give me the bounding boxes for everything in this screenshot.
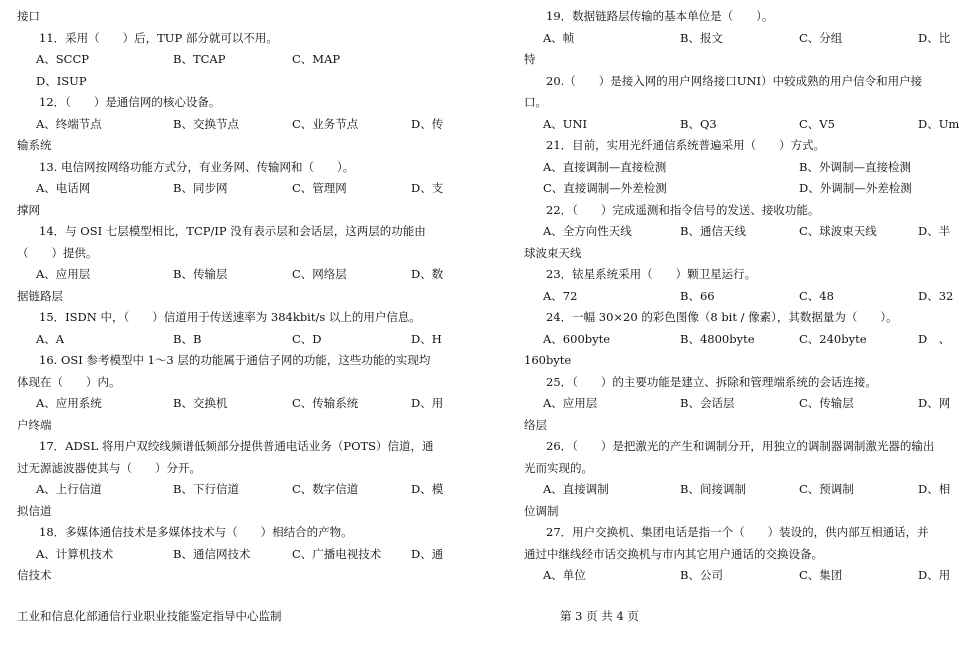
option-row — [17, 329, 442, 351]
option-row — [524, 479, 951, 501]
answer-option: C、48 — [799, 288, 834, 303]
question-text-line: 撑网 — [17, 202, 40, 217]
answer-option: B、B — [173, 331, 202, 346]
question-text-line: 户终端 — [17, 417, 52, 432]
option-row — [17, 114, 444, 136]
question-text-line: 接口 — [17, 9, 40, 23]
answer-option: D、半 — [918, 224, 951, 238]
answer-option: B、同步网 — [173, 181, 228, 195]
answer-option: D、外调制—外差检测 — [799, 181, 912, 195]
answer-option: C、D — [292, 331, 322, 346]
answer-option: C、球波束天线 — [799, 224, 877, 238]
answer-option: C、业务节点 — [292, 116, 359, 131]
answer-option: C、广播电视技术 — [292, 546, 382, 561]
question-stem: 24．一幅 30×20 的彩色图像（8 bit / 像素），其数据量为（ ）。 — [546, 310, 898, 324]
answer-option: C、V5 — [799, 116, 835, 131]
answer-option: B、交换节点 — [173, 116, 239, 131]
question-stem: 25．（ ）的主要功能是建立、拆除和管理端系统的会话连接。 — [546, 374, 877, 389]
answer-option: B、Q3 — [680, 116, 717, 131]
answer-option: D、H — [411, 331, 442, 346]
answer-option: C、直接调制—外差检测 — [543, 181, 667, 195]
answer-option: A、应用层 — [36, 267, 91, 281]
option-row — [524, 114, 959, 136]
question-stem: 26．（ ）是把激光的产生和调制分开，用独立的调制器调制激光器的输出 — [546, 439, 935, 453]
question-stem: 20.（ ）是接入网的用户网络接口UNI）中较成熟的用户信令和用户接 — [546, 73, 923, 88]
question-stem: 19．数据链路层传输的基本单位是（ ）。 — [546, 9, 774, 23]
answer-option: D、支 — [411, 181, 444, 195]
question-text-line: 位调制 — [524, 503, 559, 518]
answer-option: A、全方向性天线 — [543, 224, 632, 238]
footer-issuer: 工业和信息化部通信行业职业技能鉴定指导中心监制 — [17, 609, 282, 623]
answer-option: B、会话层 — [680, 396, 735, 410]
option-row — [524, 178, 936, 200]
option-row — [524, 329, 951, 351]
answer-option: C、传输系统 — [292, 396, 359, 410]
answer-option: D、比 — [918, 30, 951, 45]
answer-option: B、公司 — [680, 568, 723, 582]
answer-option: D、通 — [411, 546, 444, 561]
answer-option: A、72 — [543, 288, 578, 303]
question-stem: 15．ISDN 中，（ ）信道用于传送速率为 384kbit/s 以上的用户信息。 — [39, 310, 421, 324]
answer-option: C、网络层 — [292, 267, 347, 281]
question-stem: 14．与 OSI 七层模型相比，TCP/IP 没有表示层和会话层，这两层的功能由 — [39, 224, 426, 238]
answer-option: A、600byte — [543, 331, 611, 346]
answer-option: D、用 — [918, 568, 951, 582]
answer-option: C、集团 — [799, 568, 843, 582]
question-text-line: D、ISUP — [36, 73, 87, 88]
right-column — [524, 6, 959, 587]
option-row — [524, 393, 951, 415]
page-number: 第 3 页 共 4 页 — [560, 609, 639, 623]
answer-option: A、SCCP — [36, 52, 90, 66]
question-stem: 16. OSI 参考模型中 1～3 层的功能属于通信子网的功能，这些功能的实现均 — [39, 353, 431, 367]
question-stem: 11．采用（ ）后，TUP 部分就可以不用。 — [39, 30, 278, 45]
option-row — [17, 393, 444, 415]
answer-option: B、通信天线 — [680, 224, 746, 238]
answer-option: B、传输层 — [173, 267, 228, 281]
left-column — [17, 6, 444, 587]
answer-option: B、间接调制 — [680, 482, 746, 496]
answer-option: A、UNI — [543, 116, 588, 131]
question-text-line: 输系统 — [17, 138, 52, 152]
answer-option: D、传 — [411, 116, 444, 131]
answer-option: C、管理网 — [292, 181, 347, 195]
question-text-line: 球波束天线 — [524, 245, 582, 260]
answer-option: A、A — [36, 331, 65, 346]
question-text-line: 络层 — [524, 417, 547, 432]
answer-option: D 、 — [918, 331, 951, 346]
question-text-line: 160byte — [524, 353, 572, 367]
option-row — [17, 479, 444, 501]
answer-option: B、TCAP — [173, 52, 226, 66]
answer-option: A、电话网 — [36, 181, 91, 195]
question-stem: 18．多媒体通信技术是多媒体技术与（ ）相结合的产物。 — [39, 525, 353, 539]
answer-option: B、66 — [680, 288, 715, 303]
answer-option: A、直接调制—直接检测 — [543, 159, 667, 174]
question-text-line: 据链路层 — [17, 288, 63, 303]
answer-option: A、应用层 — [543, 396, 598, 410]
answer-option: B、通信网技术 — [173, 546, 251, 561]
answer-option: C、分组 — [799, 30, 843, 45]
answer-option: D、32 — [918, 288, 954, 303]
answer-option: D、用 — [411, 396, 444, 410]
option-row — [17, 178, 444, 200]
answer-option: D、Um — [918, 116, 959, 131]
answer-option: A、单位 — [543, 568, 586, 582]
answer-option: A、应用系统 — [36, 396, 102, 410]
question-text-line: 过无源滤波器使其与（ ）分开。 — [17, 460, 201, 475]
answer-option: B、交换机 — [173, 396, 228, 410]
option-row — [524, 157, 936, 179]
answer-option: C、传输层 — [799, 396, 854, 410]
question-stem: 21．目前，实用光纤通信系统普遍采用（ ）方式。 — [546, 138, 826, 152]
option-row — [17, 264, 444, 286]
answer-option: B、外调制—直接检测 — [799, 159, 911, 174]
question-text-line: 口。 — [524, 95, 547, 109]
option-row — [524, 286, 954, 308]
question-text-line: 特 — [524, 52, 536, 66]
answer-option: D、网 — [918, 396, 951, 410]
question-stem: 17．ADSL 将用户双绞线频谱低频部分提供普通电话业务（POTS）信道，通 — [39, 439, 434, 453]
answer-option: A、计算机技术 — [36, 546, 114, 561]
question-stem: 13. 电信网按网络功能方式分，有业务网、传输网和（ ）。 — [39, 159, 355, 174]
answer-option: B、报文 — [680, 30, 723, 45]
question-stem: 12．（ ）是通信网的核心设备。 — [39, 95, 221, 109]
answer-option: C、MAP — [292, 52, 341, 66]
answer-option: A、终端节点 — [36, 116, 102, 131]
answer-option: A、上行信道 — [36, 482, 102, 496]
question-text-line: 光而实现的。 — [524, 460, 593, 475]
answer-option: C、240byte — [799, 331, 867, 346]
option-row — [17, 49, 429, 71]
option-row — [524, 28, 951, 50]
question-stem: 23．铱星系统采用（ ）颗卫星运行。 — [546, 267, 757, 281]
question-text-line: 信技术 — [17, 568, 52, 582]
answer-option: D、模 — [411, 482, 444, 496]
answer-option: A、直接调制 — [543, 482, 609, 496]
answer-option: D、相 — [918, 482, 951, 496]
answer-option: B、下行信道 — [173, 482, 239, 496]
answer-option: C、预调制 — [799, 482, 854, 496]
option-row — [17, 544, 444, 566]
question-text-line: 通过中继线经市话交换机与市内其它用户通话的交换设备。 — [524, 546, 823, 561]
question-text-line: 体现在（ ）内。 — [17, 374, 121, 389]
question-stem: 27．用户交换机、集团电话是指一个（ ）装设的，供内部互相通话，并 — [546, 525, 929, 539]
question-text-line: 拟信道 — [17, 503, 52, 518]
option-row — [524, 565, 951, 587]
answer-option: D、数 — [411, 267, 444, 281]
question-stem: 22．（ ）完成遥测和指令信号的发送、接收功能。 — [546, 202, 820, 217]
answer-option: B、4800byte — [680, 331, 755, 346]
answer-option: A、帧 — [543, 30, 575, 45]
question-text-line: （ ）提供。 — [17, 245, 98, 260]
option-row — [524, 221, 951, 243]
answer-option: C、数字信道 — [292, 482, 359, 496]
